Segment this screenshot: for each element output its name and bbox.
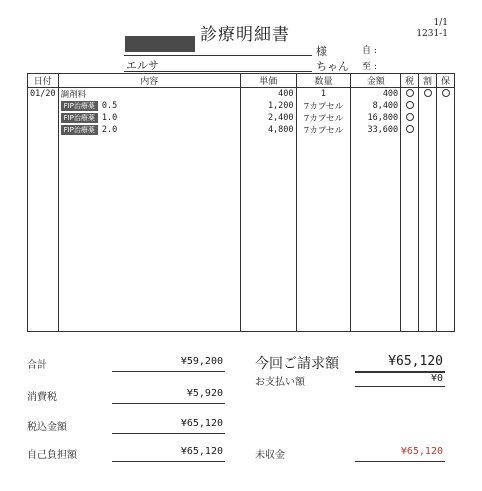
row-content — [58, 100, 240, 112]
self-pay-value: ¥65,120 — [180, 446, 223, 457]
col-header-unit-price: 単価 — [240, 74, 296, 88]
table-row — [28, 100, 455, 112]
row-content — [58, 112, 240, 124]
row-content-text: 1.0 — [101, 113, 118, 123]
row-tag: FIP治療薬 — [61, 101, 98, 111]
tax-circle-icon — [406, 113, 414, 121]
owner-name-underline — [124, 55, 312, 56]
col-header-tax: 税 — [401, 74, 419, 88]
subtotal-value: ¥59,200 — [180, 356, 223, 367]
col-header-amount: 金額 — [351, 74, 401, 88]
subtotal-label: 合計 — [27, 360, 47, 371]
row-quantity: 1 — [296, 88, 351, 101]
row-quantity: 7カプセル — [296, 112, 351, 124]
tax-value: ¥5,920 — [186, 388, 223, 399]
self-pay-label: 自己負担額 — [27, 450, 77, 461]
row-unit-price: 4,800 — [240, 124, 296, 136]
table-row — [28, 112, 455, 124]
discount-circle-icon — [424, 89, 432, 97]
insurance-circle-icon — [442, 89, 450, 97]
tax-circle-icon — [406, 89, 414, 97]
row-amount: 400 — [351, 88, 401, 101]
row-content-text: 2.0 — [101, 125, 118, 135]
row-date — [28, 112, 59, 124]
itemized-table — [27, 73, 455, 332]
period-to-label: 至 : — [362, 62, 377, 72]
row-content-text: 調剤料 — [60, 90, 87, 100]
row-amount: 33,600 — [351, 124, 401, 136]
total-incl-tax-value: ¥65,120 — [180, 418, 223, 429]
unpaid-underline — [355, 461, 445, 462]
row-quantity: 7カプセル — [296, 124, 351, 136]
sama-label: 様 — [316, 45, 327, 58]
row-tag: FIP治療薬 — [61, 125, 98, 135]
col-header-discount: 割 — [419, 74, 437, 88]
row-unit-price: 2,400 — [240, 112, 296, 124]
row-unit-price: 400 — [240, 88, 296, 101]
paid-underline — [355, 386, 445, 387]
billing-value: ¥65,120 — [388, 354, 443, 369]
table-row — [28, 88, 455, 101]
total-incl-tax-label: 税込金額 — [27, 422, 67, 433]
document-number: 1231-1 — [416, 29, 448, 39]
self-pay-underline — [112, 461, 225, 462]
row-content — [58, 124, 240, 136]
pet-name-underline — [124, 71, 312, 72]
row-date: 01/20 — [28, 88, 59, 101]
col-header-quantity: 数量 — [296, 74, 351, 88]
tax-underline — [112, 403, 225, 404]
paid-value: ¥0 — [430, 373, 443, 384]
row-amount: 8,400 — [351, 100, 401, 112]
row-tag: FIP治療薬 — [61, 113, 98, 123]
row-quantity: 7カプセル — [296, 100, 351, 112]
row-unit-price: 1,200 — [240, 100, 296, 112]
table-header-row — [28, 74, 455, 88]
subtotal-underline — [112, 371, 225, 372]
chan-label: ちゃん — [316, 60, 349, 73]
row-content — [58, 88, 240, 101]
total-incl-tax-underline — [112, 433, 225, 434]
table-blank-area — [28, 136, 455, 332]
tax-circle-icon — [406, 125, 414, 133]
table-row — [28, 124, 455, 136]
owner-name-redaction — [125, 36, 195, 52]
period-from-label: 自 : — [362, 46, 377, 56]
row-date — [28, 124, 59, 136]
tax-circle-icon — [406, 101, 414, 109]
page-number: 1/1 — [433, 18, 448, 28]
row-date — [28, 100, 59, 112]
unpaid-label: 未収金 — [255, 450, 285, 461]
row-amount: 16,800 — [351, 112, 401, 124]
billing-label: 今回ご請求額 — [255, 356, 339, 372]
row-content-text: 0.5 — [101, 101, 118, 111]
pet-name: エルサ — [126, 59, 159, 72]
col-header-content: 内容 — [58, 74, 240, 88]
col-header-insurance: 保 — [437, 74, 455, 88]
col-header-date: 日付 — [28, 74, 59, 88]
page-number-block — [416, 18, 448, 40]
unpaid-value: ¥65,120 — [400, 446, 443, 457]
document-title: 診療明細書 — [200, 25, 290, 45]
paid-label: お支払い額 — [255, 377, 305, 388]
tax-label: 消費税 — [27, 392, 57, 403]
